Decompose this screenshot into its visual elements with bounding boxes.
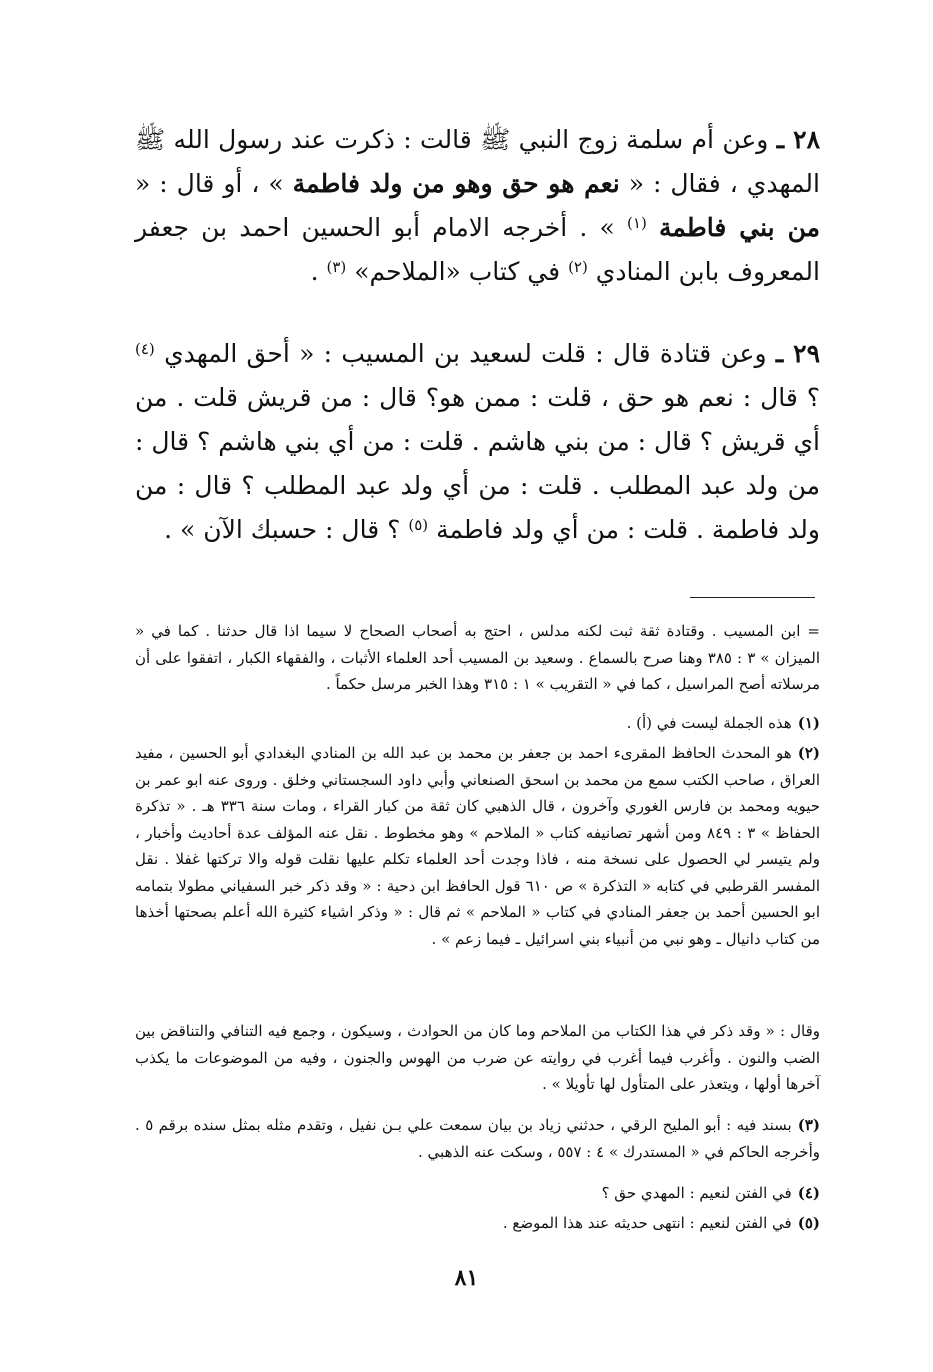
footnote-text: بسند فيه : أبو المليح الرقي ، حدثني زياد بن بيان سمعت علي بـن نفيل ، وتقدم مثله بمثل سنده برقم ٥ . وأخرجه الحاكم في « المستدرك » ٤ : ٥٥٧ ، وسكت عنه الذهبي . xyxy=(135,1116,820,1161)
paragraph-text: في كتاب «الملاحم» xyxy=(354,257,561,286)
footnote-ref: (٤) xyxy=(135,340,155,358)
paragraph-text: » ، أو قال : « xyxy=(135,169,284,198)
quoted-text: من بني فاطمة xyxy=(659,213,821,242)
footnote-1 xyxy=(135,710,820,737)
footnote-3 xyxy=(135,1112,820,1165)
paragraph-text: . xyxy=(310,257,319,286)
footnote-text: في الفتن لنعيم : انتهى حديثه عند هذا الموضع . xyxy=(502,1214,792,1232)
footnote-ref: (٣) xyxy=(326,258,347,276)
paragraph-text: وعن قتادة قال : قلت لسعيد بن المسيب : « أحق المهدي xyxy=(164,339,767,368)
footnote-number: (٢) xyxy=(797,744,820,762)
paragraph-text: ؟ قال : حسبك الآن » . xyxy=(164,515,401,544)
footnote-ref: (٥) xyxy=(408,516,429,534)
footnote-text: وقال : « وقد ذكر في هذا الكتاب من الملاحم وما كان من الحوادث ، وسيكون ، وجمع فيه التنافي والتناقض بين الضب والنون . وأغرب فيما أغرب في روايته عن ضرب من الهوس والجنون ، وفيه من الموضوعات ما يكذب آخرها أولها ، ويتعذر على المتأول لها تأويلا » . xyxy=(135,1022,820,1093)
footnote-continuation xyxy=(135,618,820,698)
paragraph-text: ؟ قال : نعم هو حق ، قلت : ممن هو؟ قال : من قريش قلت . من أي قريش ؟ قال : من بني هاشم . قلت : من أي بني هاشم ؟ قال : من ولد عبد المطلب . قلت : من أي ولد عبد المطلب ؟ قال : من ولد فاطمة . قلت : من أي ولد فاطمة xyxy=(135,383,820,544)
paragraph-text: » . أخرجه الامام أبو الحسين احمد بن جعفر المعروف بابن المنادي xyxy=(135,213,820,286)
quoted-text: نعم هو حق وهو من ولد فاطمة xyxy=(292,169,620,198)
footnote-4 xyxy=(135,1180,820,1207)
footnote-number: (٥) xyxy=(797,1214,820,1232)
footnote-text: هو المحدث الحافظ المقرىء احمد بن جعفر بن محمد بن عبد الله بن المنادي البغدادي أبو الحسين ، مفيد العراق ، صاحب الكتب سمع من محمد بن اسحق الصنعاني وأبي داود السجستاني وخلق . وروى عنه ابو عمر بن حيويه ومحمد بن فارس الغوري وآخرون ، قال الذهبي كان ثقة من كبار القراء ، ومات سنة ٣٣٦ هـ . « تذكرة الحفاظ » ٣ : ٨٤٩ ومن أشهر تصانيفه كتاب « الملاحم » وهو مخطوط . نقل عنه المؤلف عدة أحاديث وأخبار ، ولم يتيسر لي الحصول على نسخة منه ، فاذا وجدت أحد العلماء تكلم عليها نقلت قوله والا تركتها غفلا . نقل المفسر القرطبي في كتابه « التذكرة » ص ٦١٠ قول الحافظ ابن دحية : « وقد ذكر خبر السفياني مطولا بتمامه ابو الحسين أحمد بن جعفر المنادي في كتاب « الملاحم » ثم قال : « وذكر اشياء كثيرة الله أعلم بصحتها أخذها من كتاب دانيال ـ وهو نبي من أنبياء بني اسرائيل ـ فيما زعم » . xyxy=(135,744,821,948)
paragraph-text: وعن أم سلمة زوج النبي ﷺ قالت : ذكرت عند رسول الله ﷺ المهدي ، فقال : « xyxy=(135,125,820,198)
footnote-5 xyxy=(135,1210,820,1237)
footnote-text: = ابن المسيب . وقتادة ثقة ثبت لكنه مدلس ، احتج به أصحاب الصحاح لا سيما اذا قال حدثنا . كما في « الميزان » ٣ : ٣٨٥ وهنا صرح بالسماع . وسعيد بن المسيب أحد العلماء الأثبات ، والفقهاء الكبار ، اتفقوا على أن مرسلاته أصح المراسيل ، كما في « التقريب » ١ : ٣١٥ وهذا الخبر مرسل حكماً . xyxy=(135,622,821,693)
footnote-number: (٤) xyxy=(797,1184,820,1202)
footnote-ref: (٢) xyxy=(568,258,588,276)
footnote-number: (٣) xyxy=(797,1116,820,1134)
footnote-2-continued xyxy=(135,1018,820,1098)
page-number: ٨١ xyxy=(454,1265,479,1291)
footnote-text: في الفتن لنعيم : المهدي حق ؟ xyxy=(601,1184,792,1202)
footnote-2 xyxy=(135,740,820,952)
hadith-number: ٢٩ ـ xyxy=(775,339,821,368)
hadith-number: ٢٨ ـ xyxy=(776,125,820,154)
footnote-number: (١) xyxy=(797,714,820,732)
footnote-divider xyxy=(690,597,815,598)
footnote-ref: (١) xyxy=(627,214,647,232)
footnote-text: هذه الجملة ليست في (أ) . xyxy=(626,714,792,732)
paragraph-28 xyxy=(135,118,820,294)
paragraph-29 xyxy=(135,332,820,552)
